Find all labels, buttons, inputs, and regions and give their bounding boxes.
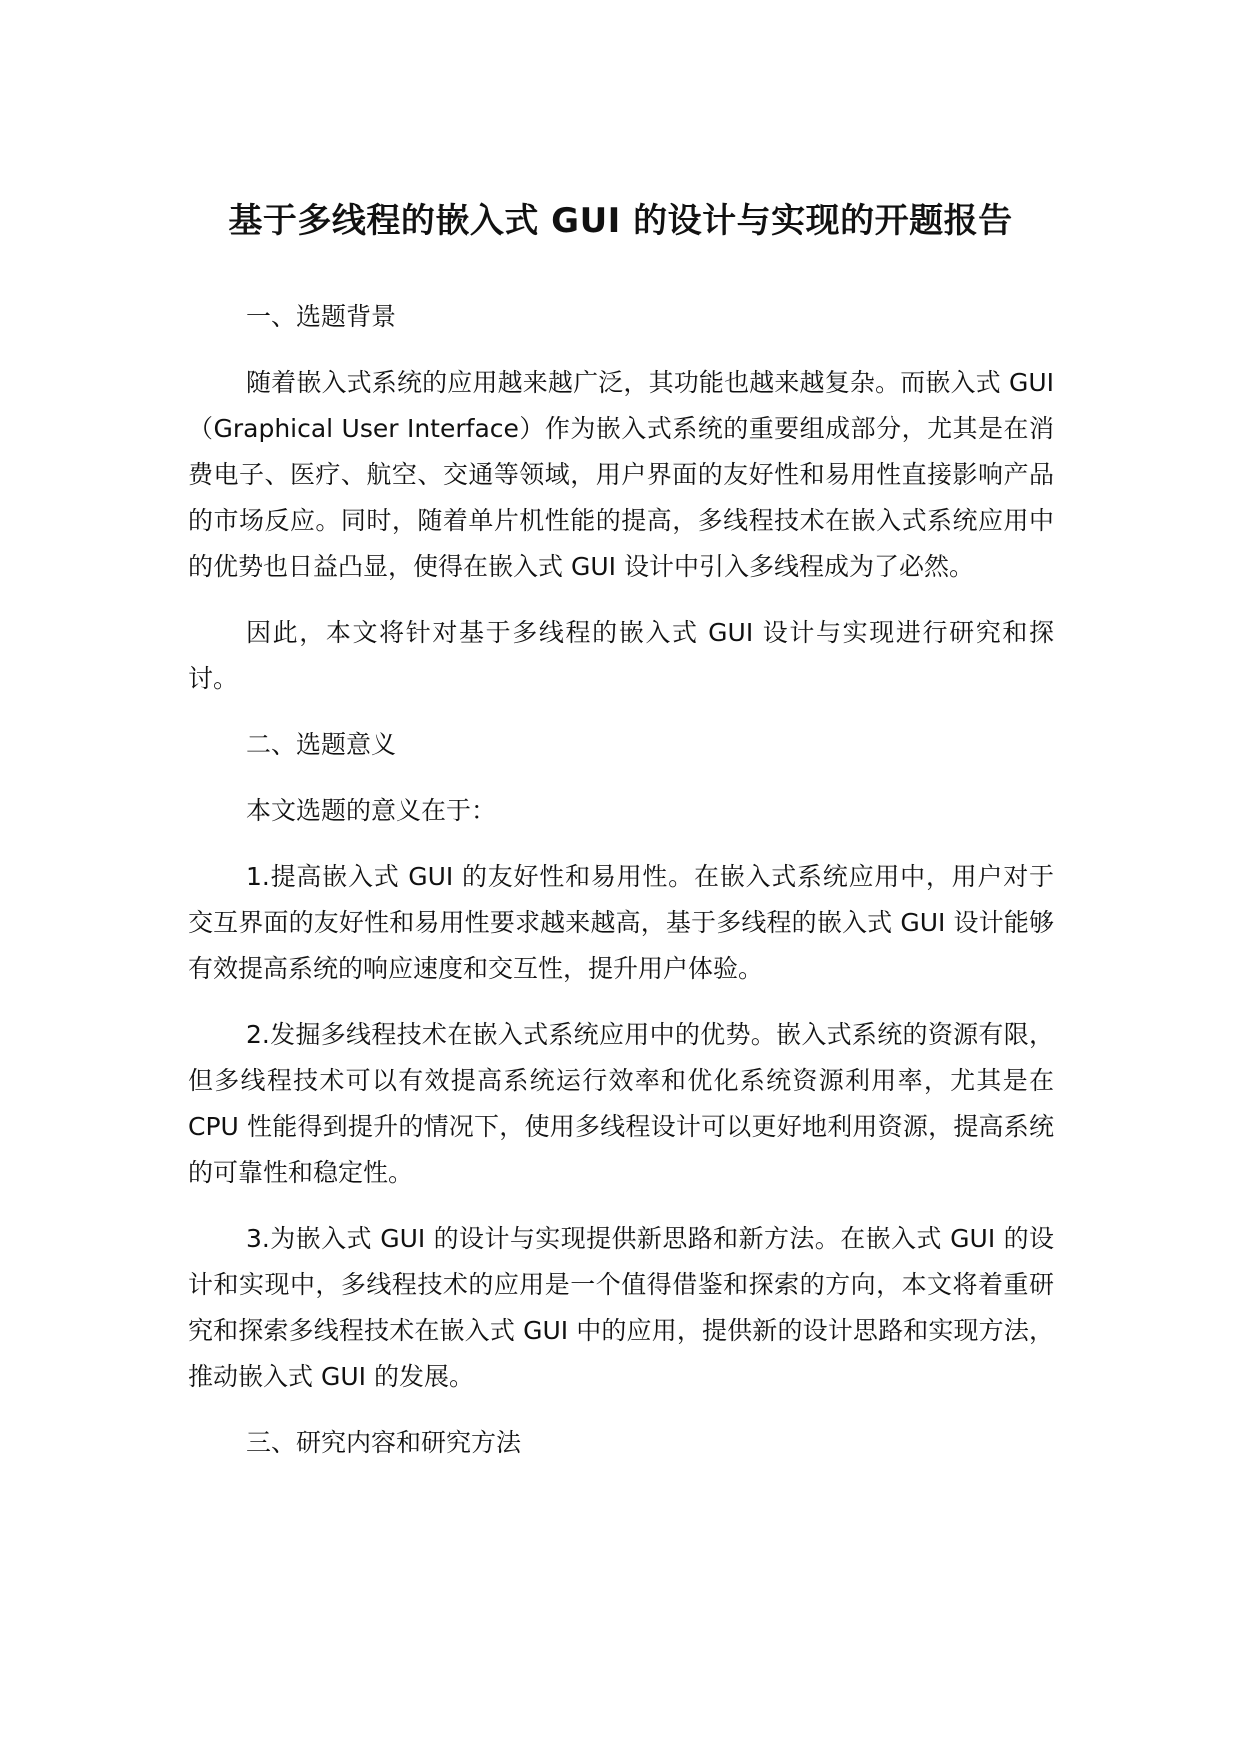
paragraph-point-2: 2.发掘多线程技术在嵌入式系统应用中的优势。嵌入式系统的资源有限，但多线程技术可以有效提高系统运行效率和优化系统资源利用率，尤其是在 CPU 性能得到提升的情况下，使用多线程设计可以更好地利用资源，提高系统的可靠性和稳定性。	[188, 1020, 1054, 1187]
paragraph-point-1: 1.提高嵌入式 GUI 的友好性和易用性。在嵌入式系统应用中，用户对于交互界面的友好性和易用性要求越来越高，基于多线程的嵌入式 GUI 设计能够有效提高系统的响应速度和交互性，提升用户体验。	[188, 862, 1054, 983]
section-heading-research: 三、研究内容和研究方法	[246, 1428, 522, 1457]
paragraph-significance-intro: 本文选题的意义在于：	[246, 796, 497, 825]
paragraph-background: 随着嵌入式系统的应用越来越广泛，其功能也越来越复杂。而嵌入式 GUI（Graphical User Interface）作为嵌入式系统的重要组成部分，尤其是在消费电子、医疗、航空、交通等领域，用户界面的友好性和易用性直接影响产品的市场反应。同时，随着单片机性能的提高，多线程技术在嵌入式系统应用中的优势也日益凸显，使得在嵌入式 GUI 设计中引入多线程成为了必然。	[188, 368, 1054, 581]
document-title: 基于多线程的嵌入式 GUI 的设计与实现的开题报告	[228, 200, 1013, 241]
section-heading-background: 一、选题背景	[246, 302, 397, 331]
paragraph-conclusion: 因此，本文将针对基于多线程的嵌入式 GUI 设计与实现进行研究和探讨。	[188, 618, 1054, 693]
paragraph-point-3: 3.为嵌入式 GUI 的设计与实现提供新思路和新方法。在嵌入式 GUI 的设计和实现中，多线程技术的应用是一个值得借鉴和探索的方向，本文将着重研究和探索多线程技术在嵌入式 GUI 中的应用，提供新的设计思路和实现方法，推动嵌入式 GUI 的发展。	[188, 1224, 1054, 1391]
document-body	[188, 294, 1054, 1486]
section-heading-significance: 二、选题意义	[246, 730, 397, 759]
